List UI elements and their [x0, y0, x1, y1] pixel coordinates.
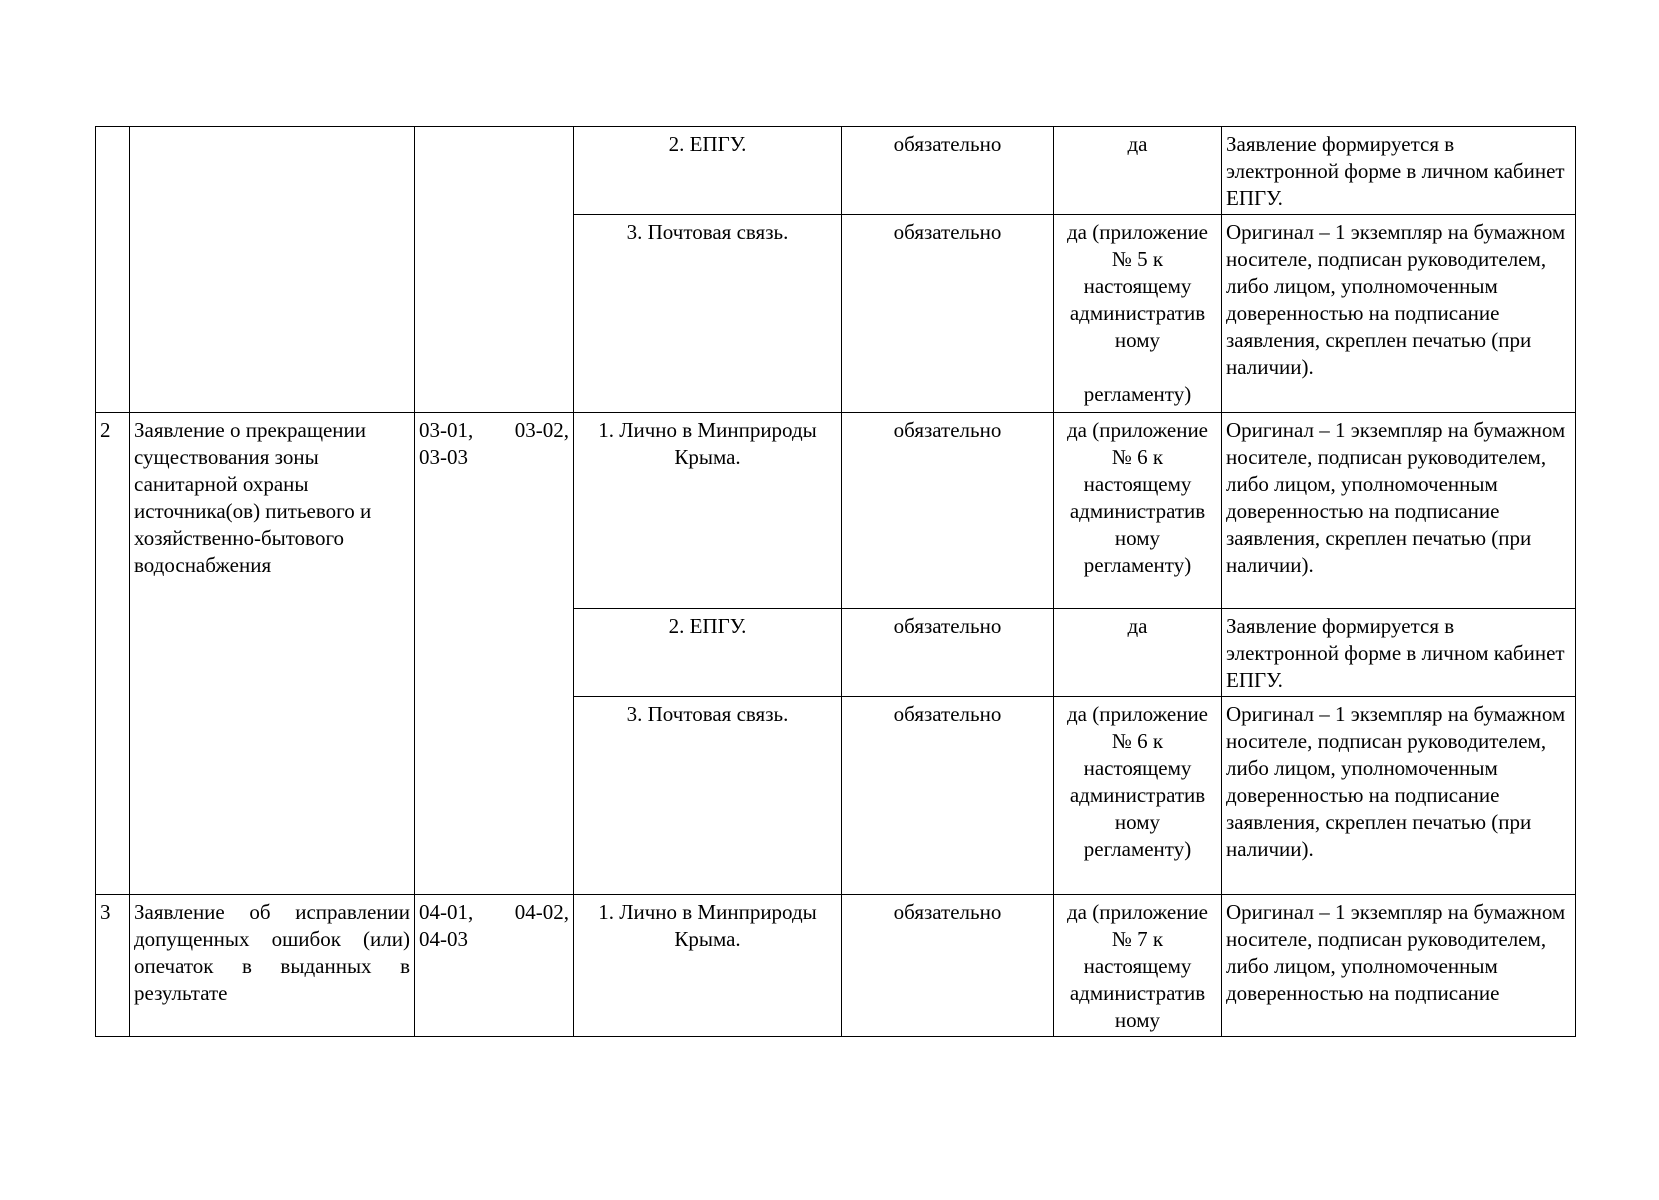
document-name-cell — [130, 127, 415, 413]
form-cell: да (приложение № 7 к настоящему административ ному — [1054, 895, 1222, 1037]
note-cell: Оригинал – 1 экземпляр на бумажном носителе, подписан руководителем, либо лицом, уполномоченным доверенностью на подписание — [1222, 895, 1576, 1037]
requirement-cell: обязательно — [842, 609, 1054, 697]
submission-method-cell: 2. ЕПГУ. — [574, 609, 842, 697]
submission-method-cell: 3. Почтовая связь. — [574, 697, 842, 895]
documents-table — [95, 126, 1576, 1037]
note-cell: Заявление формируется в электронной форме в личном кабинет ЕПГУ. — [1222, 127, 1576, 215]
document-code-cell — [415, 127, 574, 413]
table-row — [96, 895, 1576, 1037]
requirement-cell: обязательно — [842, 127, 1054, 215]
requirement-cell: обязательно — [842, 697, 1054, 895]
table-row — [96, 413, 1576, 609]
form-cell: да — [1054, 127, 1222, 215]
requirement-cell: обязательно — [842, 413, 1054, 609]
form-cell: да (приложение № 5 к настоящему административ ному регламенту) — [1054, 215, 1222, 413]
table-row — [96, 127, 1576, 215]
note-cell: Оригинал – 1 экземпляр на бумажном носителе, подписан руководителем, либо лицом, уполномоченным доверенностью на подписание заявления, скреплен печатью (при наличии). — [1222, 215, 1576, 413]
document-code-cell: 03-01, 03-02, 03-03 — [415, 413, 574, 895]
note-cell: Оригинал – 1 экземпляр на бумажном носителе, подписан руководителем, либо лицом, уполномоченным доверенностью на подписание заявления, скреплен печатью (при наличии). — [1222, 697, 1576, 895]
note-cell: Оригинал – 1 экземпляр на бумажном носителе, подписан руководителем, либо лицом, уполномоченным доверенностью на подписание заявления, скреплен печатью (при наличии). — [1222, 413, 1576, 609]
form-cell: да — [1054, 609, 1222, 697]
submission-method-cell: 1. Лично в Минприроды Крыма. — [574, 413, 842, 609]
row-number-cell: 3 — [96, 895, 130, 1037]
form-cell: да (приложение № 6 к настоящему административ ному регламенту) — [1054, 413, 1222, 609]
form-cell: да (приложение № 6 к настоящему административ ному регламенту) — [1054, 697, 1222, 895]
document-name-cell: Заявление о прекращении существования зоны санитарной охраны источника(ов) питьевого и хозяйственно-бытового водоснабжения — [130, 413, 415, 895]
row-number-cell: 2 — [96, 413, 130, 895]
requirement-cell: обязательно — [842, 895, 1054, 1037]
row-number-cell — [96, 127, 130, 413]
requirement-cell: обязательно — [842, 215, 1054, 413]
document-name-cell: Заявление об исправлении допущенных ошибок (или) опечаток в выданных в результате — [130, 895, 415, 1037]
note-cell: Заявление формируется в электронной форме в личном кабинет ЕПГУ. — [1222, 609, 1576, 697]
submission-method-cell: 3. Почтовая связь. — [574, 215, 842, 413]
document-code-cell: 04-01, 04-02, 04-03 — [415, 895, 574, 1037]
submission-method-cell: 1. Лично в Минприроды Крыма. — [574, 895, 842, 1037]
submission-method-cell: 2. ЕПГУ. — [574, 127, 842, 215]
